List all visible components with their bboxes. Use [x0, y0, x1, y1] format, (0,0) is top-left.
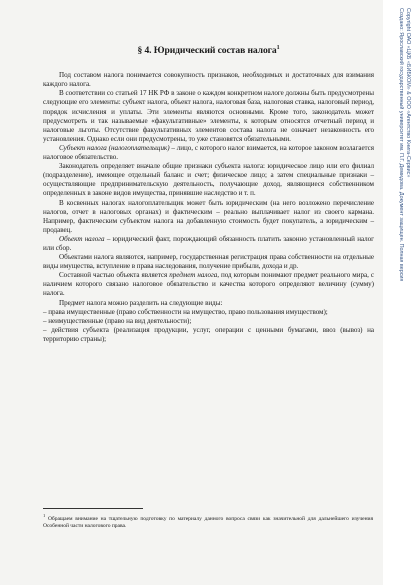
paragraph	[43, 317, 374, 326]
paragraph	[43, 71, 374, 89]
footnote-mark: 1	[43, 513, 46, 518]
paragraph	[43, 308, 374, 317]
paragraph	[43, 235, 374, 253]
paragraph	[43, 253, 374, 271]
paragraph	[43, 299, 374, 308]
vertical-notice	[385, 8, 411, 578]
italic-term: Субъект налога (налогоплательщик)	[59, 143, 170, 152]
body-text	[43, 71, 374, 344]
paragraph-text: – действия субъекта (реализация продукции, услуг, операции с ценными бумагами, ввоз (вывоз) на территорию страны);	[43, 325, 374, 343]
paragraph-text: Предмет налога можно разделить на следующие виды:	[59, 298, 223, 307]
paragraph-text: В соответствии со статьей 17 НК РФ в законе о каждом конкретном налоге должны быть предусмотрены следующие его элементы: субъект налога, объект налога, налоговая база, налоговая ставка, налоговый период, порядок исчисления и уплаты. Эти элементы являются основными. Кроме того, законодатель может предусмотреть и так называемые «факультативные» элементы, к которым относятся отчетный период и налоговые льготы. Отсутствие факультативных элементов состава налога не означает незаконность его установления. Однако если они предусмотрены, то уже становятся обязательными.	[43, 89, 374, 143]
paragraph-text: Под составом налога понимается совокупность признаков, необходимых и достаточных для взимания каждого налога.	[43, 71, 374, 89]
italic-term: предмет налога	[169, 271, 218, 280]
paragraph-text: – права имущественные (право собственности на имущество, право пользования имуществом);	[43, 307, 328, 316]
paragraph-text: – юридический факт, порождающий обязанность платить законно установленный налог или сбор.	[43, 234, 374, 252]
paragraph-text: В косвенных налогах налогоплательщик может быть юридическим (на него возложено перечисление налогов, отчет в налоговых органах) и фактическим – реально выплачивает налог из своего кармана. Например, фактическим субъектом налога на добавленную стоимость будет покупатель, а юридическим – продавец.	[43, 198, 374, 234]
heading-text: § 4. Юридический состав налога	[137, 45, 277, 57]
paragraph	[43, 271, 374, 298]
italic-term: Объект налога	[59, 234, 105, 243]
paragraph-text: , под которым понимают предмет реального мира, с наличием которого связано налоговое обязательство и качества которого определяют величину (сумму) налога.	[43, 271, 374, 298]
paragraph-text: Законодатель определяет вначале общие признаки субъекта налога: юридическое лицо или его филиал (подразделение), имеющее отдельный баланс и счет; физическое лицо; а затем специальные признаки – осуществляющие предпринимательскую деятельность, получающие доход, являющиеся собственником определенных в законе видов имущества, принявшие наследство и т. п.	[43, 162, 374, 198]
footnote	[43, 512, 373, 531]
paragraph	[43, 199, 374, 235]
paragraph	[43, 326, 374, 344]
section-heading	[43, 42, 374, 57]
side-margin	[383, 0, 413, 585]
page-content	[43, 28, 374, 344]
footnote-divider	[43, 508, 143, 509]
paragraph	[43, 89, 374, 144]
heading-footnote-mark: 1	[276, 45, 280, 51]
paragraph-text: – лицо, с которого налог взимается, на которое законом возлагается налоговое обязательство.	[43, 143, 374, 162]
paragraph	[43, 144, 374, 162]
created-line: Создано: Ярославский государственный университет им. П.Г. Демидова. Документ защищен. Полная версия	[397, 8, 404, 282]
paragraph-text: Составной частью объекта является	[59, 271, 170, 280]
paragraph-text: – неимущественные (право на вид деятельности);	[43, 316, 192, 325]
paragraph-text: Объектами налога являются, например, государственная регистрация права собственности на отдельные виды имущества, вступление в права наследования, получение прибыли, дохода и др.	[43, 253, 374, 271]
footnote-text: Обращаем внимание на тщательную подготовку по материалу данного вопроса связи как значительной для дальнейшего изучения Особенной части налогового права.	[43, 515, 373, 530]
copyright-line: Copyright ОАО «ЦКБ «БИБКОМ» & ООО «Aгентство Kнига-Cервис»	[405, 8, 411, 178]
paragraph	[43, 162, 374, 198]
